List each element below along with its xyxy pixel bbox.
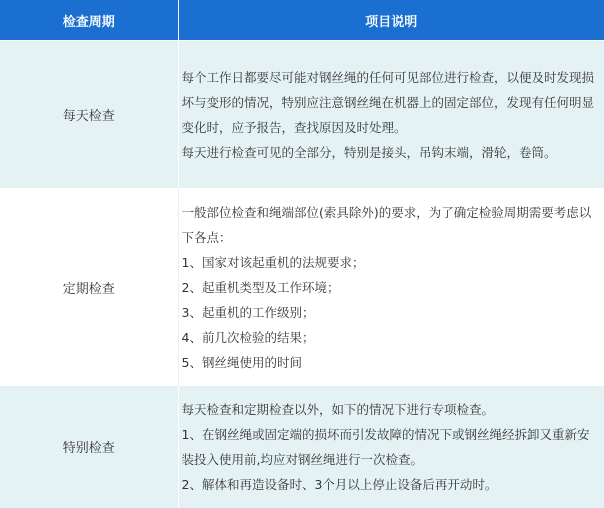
daily-paragraph-1: 每个工作日都要尽可能对钢丝绳的任何可见部位进行检查，以便及时发现损坏与变形的情况，特别应注意钢丝绳在机器上的固定部位，发现有任何明显变化时，应予报告，查找原因及时处理。 — [181, 69, 595, 135]
description-regular — [178, 189, 604, 386]
special-item-1: 1、在钢丝绳或固定端的损坏而引发故障的情况下或钢丝绳经拆卸又重新安装投入使用前,均应对钢丝绳进行一次检查。 — [181, 426, 590, 467]
regular-item-3: 3、起重机的工作级别； — [181, 304, 315, 320]
period-regular: 定期检查 — [0, 189, 178, 386]
table-header-row — [0, 0, 604, 41]
special-item-2: 2、解体和再造设备时、3个月以上停止设备后再开动时。 — [181, 476, 498, 492]
header-period: 检查周期 — [0, 0, 178, 41]
table-row — [0, 41, 604, 189]
table-row — [0, 189, 604, 386]
regular-item-5: 5、钢丝绳使用的时间 — [181, 354, 302, 370]
daily-paragraph-2: 每天进行检查可见的全部分，特别是接头，吊钩末端，滑轮，卷筒。 — [181, 144, 557, 160]
regular-item-4: 4、前几次检验的结果； — [181, 329, 315, 345]
period-special: 特别检查 — [0, 386, 178, 508]
regular-item-1: 1、国家对该起重机的法规要求； — [181, 254, 365, 270]
description-daily — [178, 41, 604, 189]
regular-intro: 一般部位检查和绳端部位(索具除外)的要求，为了确定检验周期需要考虑以下各点： — [181, 204, 592, 245]
regular-item-2: 2、起重机类型及工作环境； — [181, 279, 340, 295]
header-description: 项目说明 — [178, 0, 604, 41]
period-daily: 每天检查 — [0, 41, 178, 189]
special-intro: 每天检查和定期检查以外，如下的情况下进行专项检查。 — [181, 401, 495, 417]
description-special — [178, 386, 604, 508]
table-row — [0, 386, 604, 508]
